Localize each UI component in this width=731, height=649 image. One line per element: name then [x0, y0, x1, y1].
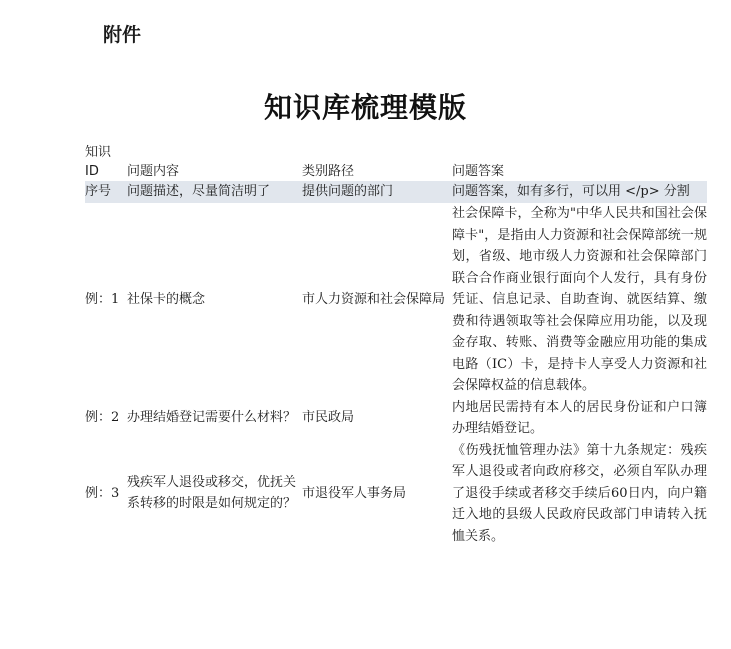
header-answer: 问题答案: [452, 164, 505, 179]
header-id-line2: ID: [85, 164, 99, 179]
hint-answer: 问题答案，如有多行，可以用 </p> 分割: [452, 181, 707, 203]
row-id: 例：1: [85, 292, 120, 307]
attachment-label: 附件: [103, 24, 142, 46]
header-id-line1: 知识: [85, 145, 112, 160]
row-question: 残疾军人退役或移交，优抚关系转移的时限是如何规定的？: [127, 474, 297, 512]
hint-row: [85, 181, 707, 203]
knowledge-base-table: [85, 143, 707, 547]
table-row: [85, 397, 707, 440]
row-question: 社保卡的概念: [127, 292, 206, 307]
row-answer: 《伤残抚恤管理办法》第十九条规定：残疾军人退役或者向政府移交，必须自军队办理了退役手续或者移交手续后60日内，向户籍迁入地的县级人民政府民政部门申请转入抚恤关系。: [452, 442, 707, 544]
row-answer: 社会保障卡，全称为"中华人民共和国社会保障卡"，是指由人力资源和社会保障部统一规划，省级、地市级人力资源和社会保障部门联合合作商业银行面向个人发行，具有身份凭证、信息记录、自助查询、就医结算、缴费和待遇领取等社会保障应用功能，以及现金存取、转账、消费等金融应用功能的集成电路（IC）卡，是持卡人享受人力资源和社会保障权益的信息载体。: [452, 206, 707, 393]
row-id: 例：3: [85, 485, 120, 501]
header-category: 类别路径: [302, 164, 355, 179]
row-answer: 内地居民需持有本人的居民身份证和户口簿办理结婚登记。: [452, 399, 707, 436]
row-category: 市民政局: [302, 410, 355, 426]
hint-question: 问题描述，尽量简洁明了: [127, 181, 302, 203]
header-question: 问题内容: [127, 164, 180, 179]
table-row: [85, 203, 707, 397]
row-category: 市人力资源和社会保障局: [302, 292, 446, 307]
table-row: [85, 440, 707, 548]
page-title: 知识库梳理模版: [263, 91, 467, 124]
row-id: 例：2: [85, 410, 120, 426]
row-question: 办理结婚登记需要什么材料？: [127, 410, 297, 426]
hint-category: 提供问题的部门: [302, 181, 452, 203]
table-header-row: [85, 143, 707, 181]
header-knowledge-id: [85, 143, 127, 181]
row-category: 市退役军人事务局: [302, 485, 407, 501]
hint-id: 序号: [85, 181, 127, 203]
